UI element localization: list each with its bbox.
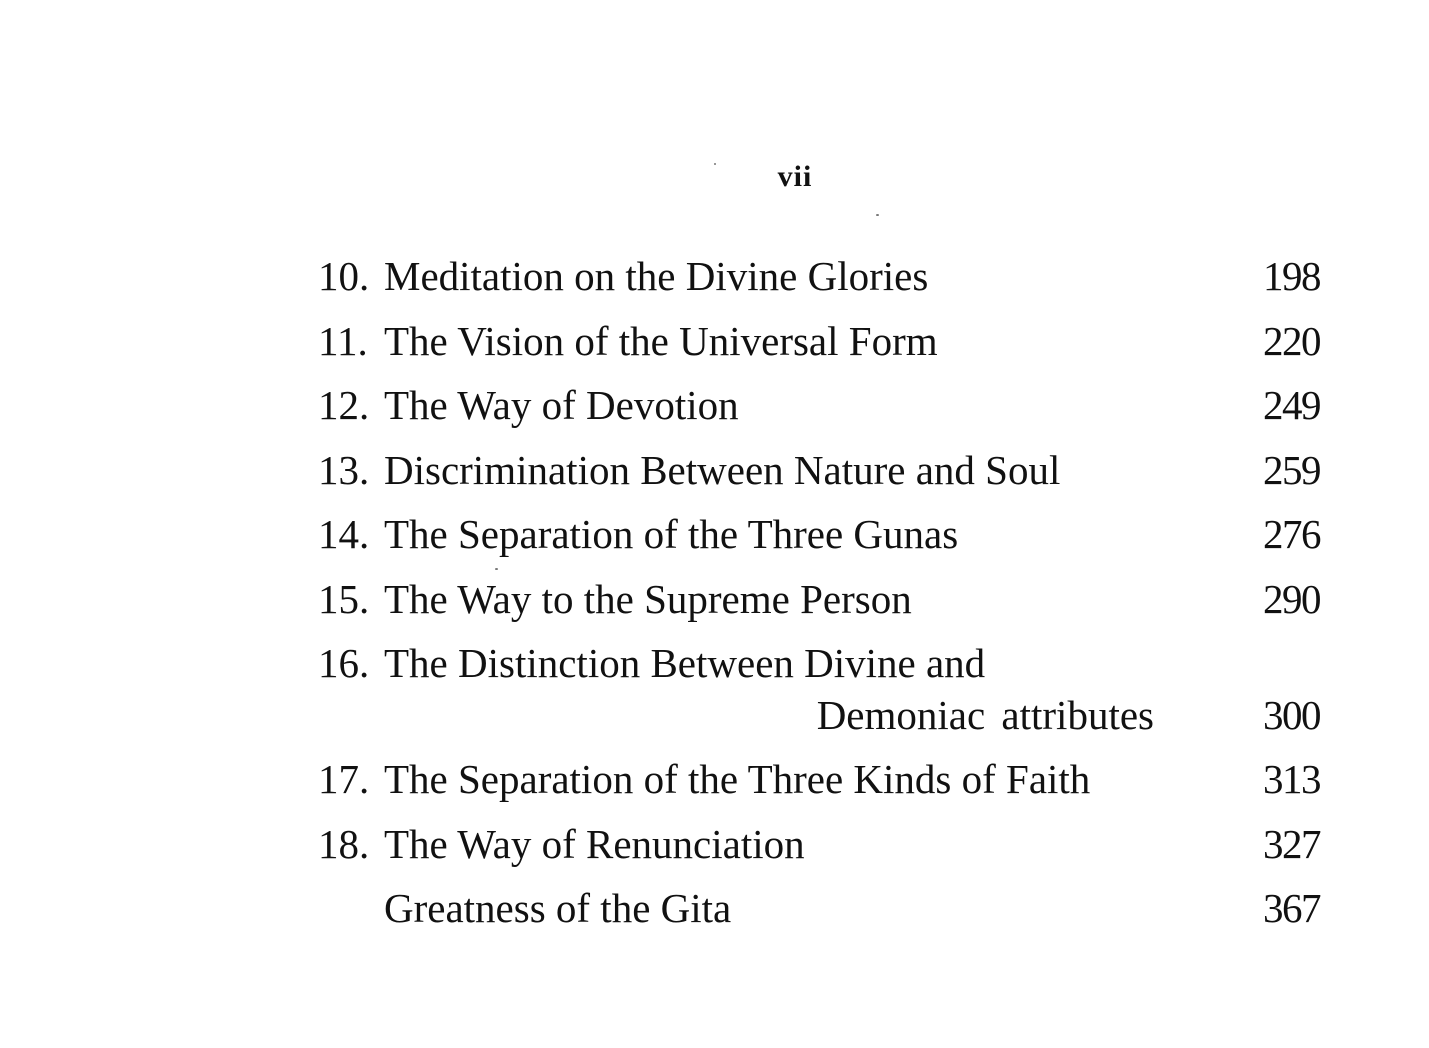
- entry-title: Greatness of the Gita: [384, 885, 732, 931]
- entry-title: The Vision of the Universal Form: [384, 317, 938, 364]
- entry-number: 11.: [318, 317, 368, 364]
- entry-title-continuation: Demoniac attributes: [816, 692, 1154, 738]
- toc-entry-14: [318, 508, 1320, 573]
- entry-page-number: 290: [1263, 575, 1320, 622]
- entry-page-number: 198: [1263, 253, 1320, 299]
- toc-entry-10: [318, 250, 1320, 315]
- entry-page-number: 300: [1263, 692, 1320, 738]
- entry-number: 14.: [318, 511, 370, 557]
- scan-speck: [714, 163, 716, 165]
- page-number: vii: [777, 160, 813, 193]
- entry-title: The Way to the Supreme Person: [384, 575, 912, 622]
- entry-number: 15.: [318, 575, 370, 622]
- entry-title: The Way of Devotion: [384, 382, 739, 428]
- entry-title: The Separation of the Three Kinds of Faith: [384, 756, 1091, 802]
- entry-number: 17.: [318, 756, 370, 802]
- scan-speck: [876, 214, 879, 216]
- toc-entry-18: [318, 818, 1320, 883]
- entry-number: 18.: [318, 820, 370, 867]
- entry-page-number: 220: [1263, 317, 1320, 364]
- entry-number: 10.: [318, 253, 370, 299]
- scan-speck: [495, 568, 498, 570]
- table-of-contents: [318, 250, 1320, 947]
- toc-entry-greatness: [318, 882, 1320, 947]
- entry-page-number: 327: [1263, 820, 1320, 867]
- entry-title: The Way of Renunciation: [384, 820, 805, 867]
- entry-page-number: 276: [1263, 511, 1320, 557]
- entry-title: Discrimination Between Nature and Soul: [384, 446, 1061, 493]
- entry-page-number: 367: [1263, 885, 1320, 931]
- toc-entry-12: [318, 379, 1320, 444]
- entry-page-number: 313: [1263, 756, 1320, 802]
- entry-title: The Separation of the Three Gunas: [384, 511, 959, 557]
- entry-number: 16.: [318, 640, 370, 686]
- entry-page-number: 249: [1263, 382, 1320, 428]
- entry-page-number: 259: [1263, 446, 1320, 493]
- toc-entry-16: [318, 637, 1320, 753]
- toc-entry-11: [318, 315, 1320, 380]
- toc-entry-17: [318, 753, 1320, 818]
- entry-number: 12.: [318, 382, 370, 428]
- toc-entry-15: [318, 573, 1320, 638]
- entry-title: The Distinction Between Divine and: [384, 640, 986, 686]
- entry-title: Meditation on the Divine Glories: [384, 253, 929, 299]
- entry-number: 13.: [318, 446, 370, 493]
- toc-entry-13: [318, 444, 1320, 509]
